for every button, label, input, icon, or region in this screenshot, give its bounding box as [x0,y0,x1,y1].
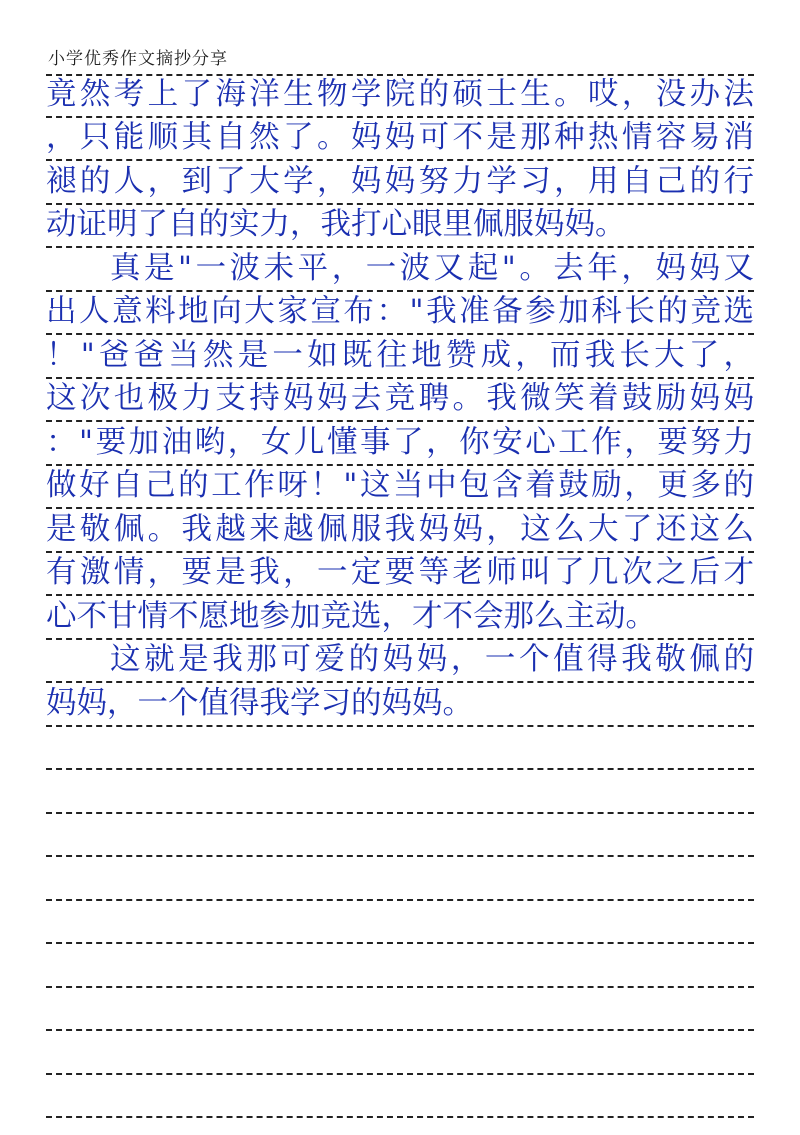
ruled-line-blank-2 [46,770,754,814]
essay-line-2: ，只能顺其自然了。妈妈可不是那种热情容易消 [46,120,754,155]
ruled-line-blank-4 [46,857,754,901]
page-header-title: 小学优秀作文摘抄分享 [48,49,228,69]
ruled-line-7 [46,335,754,379]
ruled-line-blank-8 [46,1031,754,1075]
ruled-line-10 [46,466,754,510]
ruled-line-8 [46,379,754,423]
ruled-line-11 [46,509,754,553]
ruled-line-14 [46,640,754,684]
essay-line-8: 这次也极力支持妈妈去竞聘。我微笑着鼓励妈妈 [46,381,754,416]
ruled-line-1 [46,74,754,118]
ruled-line-13 [46,596,754,640]
essay-line-3: 褪的人，到了大学，妈妈努力学习，用自己的行 [46,163,754,199]
ruled-line-blank-1 [46,727,754,771]
ruled-line-2 [46,118,754,162]
essay-line-13: 心不甘情不愿地参加竞选，才不会那么主动。 [46,598,656,634]
ruled-line-4 [46,205,754,249]
essay-line-15: 妈妈，一个值得我学习的妈妈。 [46,685,473,721]
essay-line-9: ："要加油哟，女儿懂事了，你安心工作，要努力 [46,424,754,460]
ruled-line-blank-9 [46,1075,754,1119]
ruled-line-6 [46,292,754,336]
essay-line-10: 做好自己的工作呀！"这当中包含着鼓励，更多的 [46,468,754,503]
ruled-line-3 [46,161,754,205]
essay-line-5: 真是"一波未平，一波又起"。去年，妈妈又 [110,250,754,286]
essay-line-7: ！"爸爸当然是一如既往地赞成，而我长大了， [46,337,754,373]
essay-line-12: 有激情，要是我，一定要等老师叫了几次之后才 [46,555,754,590]
ruled-writing-area [46,74,754,1134]
essay-line-14: 这就是我那可爱的妈妈，一个值得我敬佩的 [110,642,754,677]
ruled-line-15 [46,683,754,727]
essay-line-4: 动证明了自的实力，我打心眼里佩服妈妈。 [46,207,626,242]
essay-line-1: 竟然考上了海洋生物学院的硕士生。哎，没办法 [46,76,754,112]
ruled-line-9 [46,422,754,466]
essay-line-6: 出人意料地向大家宣布："我准备参加科长的竞选 [46,294,754,329]
ruled-line-blank-6 [46,944,754,988]
ruled-line-5 [46,248,754,292]
essay-line-11: 是敬佩。我越来越佩服我妈妈，这么大了还这么 [46,511,754,547]
ruled-line-12 [46,553,754,597]
ruled-line-blank-5 [46,901,754,945]
ruled-line-blank-3 [46,814,754,858]
ruled-line-blank-7 [46,988,754,1032]
